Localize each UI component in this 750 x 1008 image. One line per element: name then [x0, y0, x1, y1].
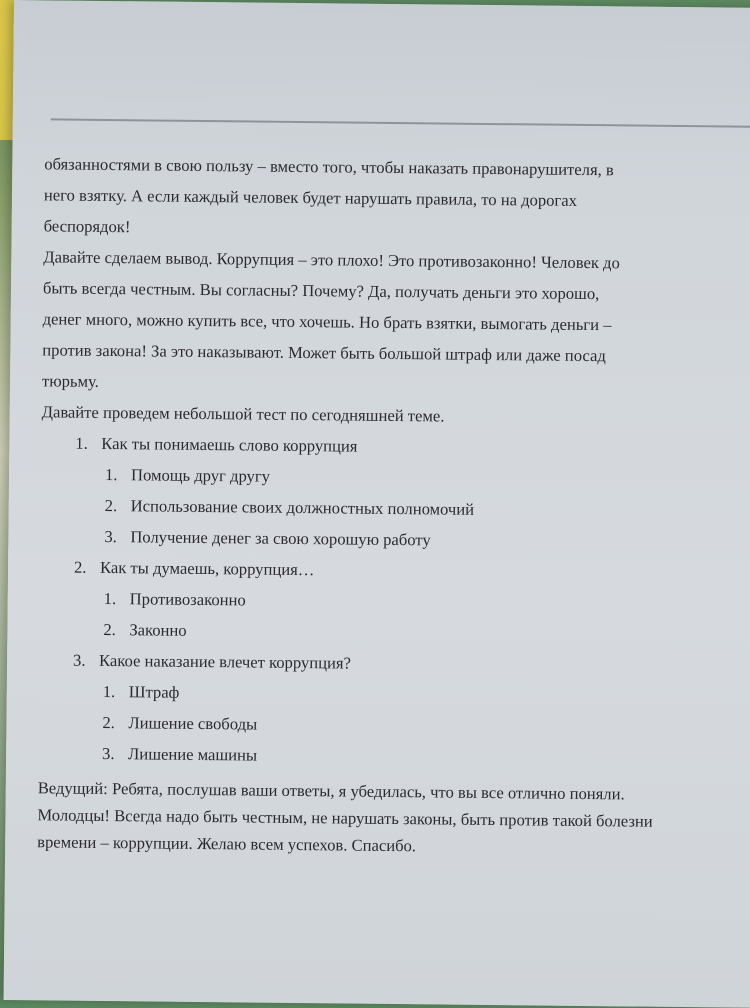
paragraph-line: Давайте сделаем вывод. Коррупция – это плохо! Это противозаконно! Человек до: [43, 247, 620, 273]
question-text: Какое наказание влечет коррупция?: [98, 650, 352, 673]
paragraph-line: беспорядок!: [43, 216, 131, 237]
document-text: [37, 148, 750, 863]
answer-number: 1.: [104, 464, 118, 485]
answer-text: Противозаконно: [129, 589, 246, 610]
answer-number: 1.: [103, 588, 117, 609]
answer-text: Помощь друг другу: [130, 465, 271, 486]
question-number: 1.: [75, 433, 88, 453]
answer-number: 2.: [103, 619, 116, 640]
closing-line: Молодцы! Всегда надо быть честным, не нарушать законы, быть против такой болезни: [37, 805, 653, 831]
paragraph-line: быть всегда честным. Вы согласны? Почему? Да, получать деньги это хорошо,: [42, 278, 600, 304]
question-number: 2.: [73, 557, 87, 577]
answer-text: Использование своих должностных полномочий: [130, 496, 475, 519]
closing-line: Ведущий: Ребята, послушав ваши ответы, я убедилась, что вы все отлично поняли.: [37, 778, 625, 804]
answer-number: 2.: [102, 712, 115, 733]
answer-text: Лишение свободы: [128, 713, 258, 734]
paragraph-line: против закона! За это наказывают. Может быть большой штраф или даже посад: [42, 340, 606, 366]
answer-number: 1.: [102, 681, 116, 702]
paragraph-line: обязанностями в свою пользу – вместо того, чтобы наказать правонарушителя, в: [44, 154, 614, 180]
paper-sheet: [4, 0, 750, 1008]
answer-number: 3.: [104, 526, 117, 547]
question-text: Как ты думаешь, коррупция…: [99, 557, 315, 580]
paragraph-line: тюрьму.: [41, 371, 99, 391]
question-text: Как ты понимаешь слово коррупция: [101, 433, 358, 456]
paragraph-line: денег много, можно купить все, что хочешь. Но брать взятки, вымогать деньги –: [42, 309, 612, 335]
answer-text: Штраф: [128, 682, 180, 702]
answer-text: Законно: [129, 620, 187, 640]
paragraph-line: Давайте проведем небольшой тест по сегодняшней теме.: [41, 402, 445, 426]
question-number: 3.: [72, 650, 86, 670]
closing-line: времени – коррупции. Желаю всем успехов. Спасибо.: [37, 832, 417, 856]
answer-text: Получение денег за свою хорошую работу: [130, 527, 431, 550]
paragraph-line: него взятку. А если каждый человек будет нарушать правила, то на дорогах: [43, 185, 578, 210]
answer-number: 3.: [102, 743, 115, 764]
answer-number: 2.: [104, 495, 118, 516]
answer-text: Лишение машины: [128, 744, 258, 765]
horizontal-rule: [51, 118, 750, 128]
